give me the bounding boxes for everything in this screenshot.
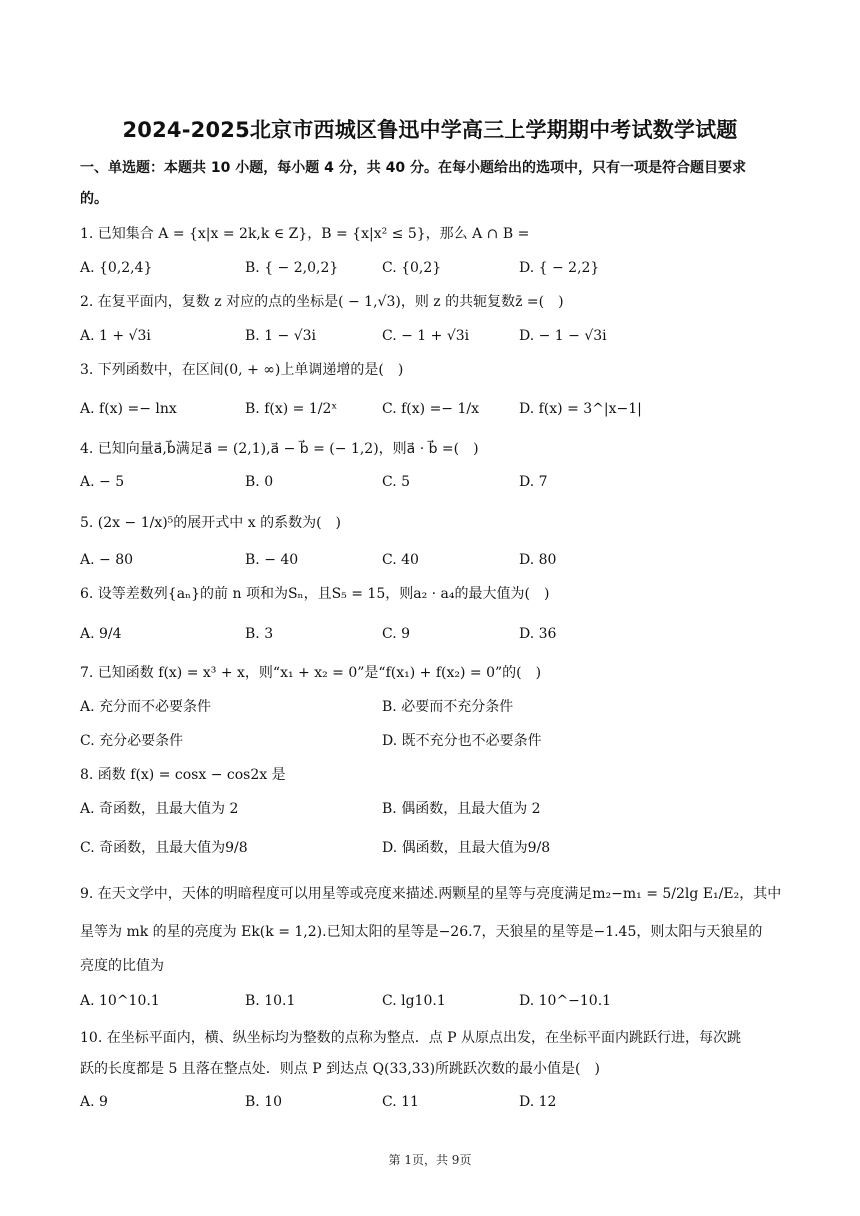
question-10-option-b: B. 10 [245, 1094, 283, 1110]
question-9-option-d: D. 10^−10.1 [519, 993, 612, 1009]
question-5-option-a: A. − 80 [80, 552, 134, 568]
question-4-option-d: D. 7 [519, 474, 548, 490]
question-3-option-d: D. f(x) = 3^|x−1| [519, 401, 642, 417]
section-heading-cont: 的。 [80, 191, 108, 207]
question-9-stem-line1: 9. 在天文学中，天体的明暗程度可以用星等或亮度来描述.两颗星的星等与亮度满足m₂−m₁ = 5/2lg E₁/E₂，其中 [80, 886, 782, 902]
question-1-stem: 1. 已知集合 A = {x|x = 2k,k ∈ Z}，B = {x|x² ≤ 5}，那么 A ∩ B = [80, 226, 530, 242]
question-1-option-b: B. { − 2,0,2} [245, 260, 339, 276]
section-heading: 一、单选题：本题共 10 小题，每小题 4 分，共 40 分。在每小题给出的选项中，只有一项是符合题目要求 [80, 160, 746, 176]
question-2-option-a: A. 1 + √3i [80, 328, 151, 344]
question-8-stem: 8. 函数 f(x) = cosx − cos2x 是 [80, 767, 286, 783]
page-footer: 第 1页，共 9页 [388, 1153, 472, 1167]
question-9-option-c: C. lg10.1 [382, 993, 446, 1009]
question-8-option-b: B. 偶函数，且最大值为 2 [382, 801, 541, 817]
question-5-option-b: B. − 40 [245, 552, 299, 568]
question-2-stem: 2. 在复平面内，复数 z 对应的点的坐标是( − 1,√3)，则 z 的共轭复数z̄ =( ) [80, 294, 564, 310]
question-1-option-a: A. {0,2,4} [80, 260, 153, 276]
question-5-stem: 5. (2x − 1/x)⁵的展开式中 x 的系数为( ) [80, 515, 342, 531]
question-10-stem-line1: 10. 在坐标平面内，横、纵坐标均为整数的点称为整点．点 P 从原点出发，在坐标平面内跳跃行进，每次跳 [80, 1030, 742, 1046]
question-9-option-a: A. 10^10.1 [80, 993, 160, 1009]
question-1-option-d: D. { − 2,2} [519, 260, 600, 276]
question-7-option-a: A. 充分而不必要条件 [80, 699, 212, 715]
question-8-option-c: C. 奇函数，且最大值为9/8 [80, 840, 248, 856]
question-9-stem-line3: 亮度的比值为 [80, 958, 164, 974]
question-7-option-b: B. 必要而不充分条件 [382, 699, 514, 715]
question-3-option-c: C. f(x) =− 1/x [382, 401, 479, 417]
page-title: 2024-2025北京市西城区鲁迅中学高三上学期期中考试数学试题 [122, 118, 738, 142]
question-10-stem-line2: 跃的长度都是 5 且落在整点处．则点 P 到达点 Q(33,33)所跳跃次数的最小值是( ) [80, 1061, 600, 1077]
question-6-option-c: C. 9 [382, 626, 411, 642]
question-9-stem-line2: 星等为 mk 的星的亮度为 Ek(k = 1,2).已知太阳的星等是−26.7，天狼星的星等是−1.45，则太阳与天狼星的 [80, 924, 763, 940]
question-3-option-a: A. f(x) =− lnx [80, 401, 177, 417]
question-4-option-c: C. 5 [382, 474, 411, 490]
question-10-option-c: C. 11 [382, 1094, 419, 1110]
question-2-option-d: D. − 1 − √3i [519, 328, 607, 344]
question-5-option-d: D. 80 [519, 552, 557, 568]
question-4-option-a: A. − 5 [80, 474, 125, 490]
question-6-option-d: D. 36 [519, 626, 557, 642]
question-10-option-d: D. 12 [519, 1094, 557, 1110]
question-3-stem: 3. 下列函数中，在区间(0, + ∞)上单调递增的是( ) [80, 362, 404, 378]
question-10-option-a: A. 9 [80, 1094, 108, 1110]
question-9-option-b: B. 10.1 [245, 993, 296, 1009]
question-8-option-d: D. 偶函数，且最大值为9/8 [382, 840, 551, 856]
question-4-stem: 4. 已知向量a⃗,b⃗满足a⃗ = (2,1),a⃗ − b⃗ = (− 1,2)，则a⃗ · b⃗ =( ) [80, 441, 479, 457]
question-5-option-c: C. 40 [382, 552, 419, 568]
question-4-option-b: B. 0 [245, 474, 274, 490]
question-6-option-a: A. 9/4 [80, 626, 122, 642]
question-7-stem: 7. 已知函数 f(x) = x³ + x，则“x₁ + x₂ = 0”是“f(x₁) + f(x₂) = 0”的( ) [80, 665, 542, 681]
question-3-option-b: B. f(x) = 1/2ˣ [245, 401, 338, 417]
question-6-option-b: B. 3 [245, 626, 274, 642]
question-8-option-a: A. 奇函数，且最大值为 2 [80, 801, 239, 817]
question-7-option-c: C. 充分必要条件 [80, 733, 184, 749]
question-2-option-b: B. 1 − √3i [245, 328, 317, 344]
question-2-option-c: C. − 1 + √3i [382, 328, 470, 344]
question-1-option-c: C. {0,2} [382, 260, 442, 276]
question-6-stem: 6. 设等差数列{aₙ}的前 n 项和为Sₙ，且S₅ = 15，则a₂ · a₄的最大值为( ) [80, 586, 550, 602]
question-7-option-d: D. 既不充分也不必要条件 [382, 733, 542, 749]
